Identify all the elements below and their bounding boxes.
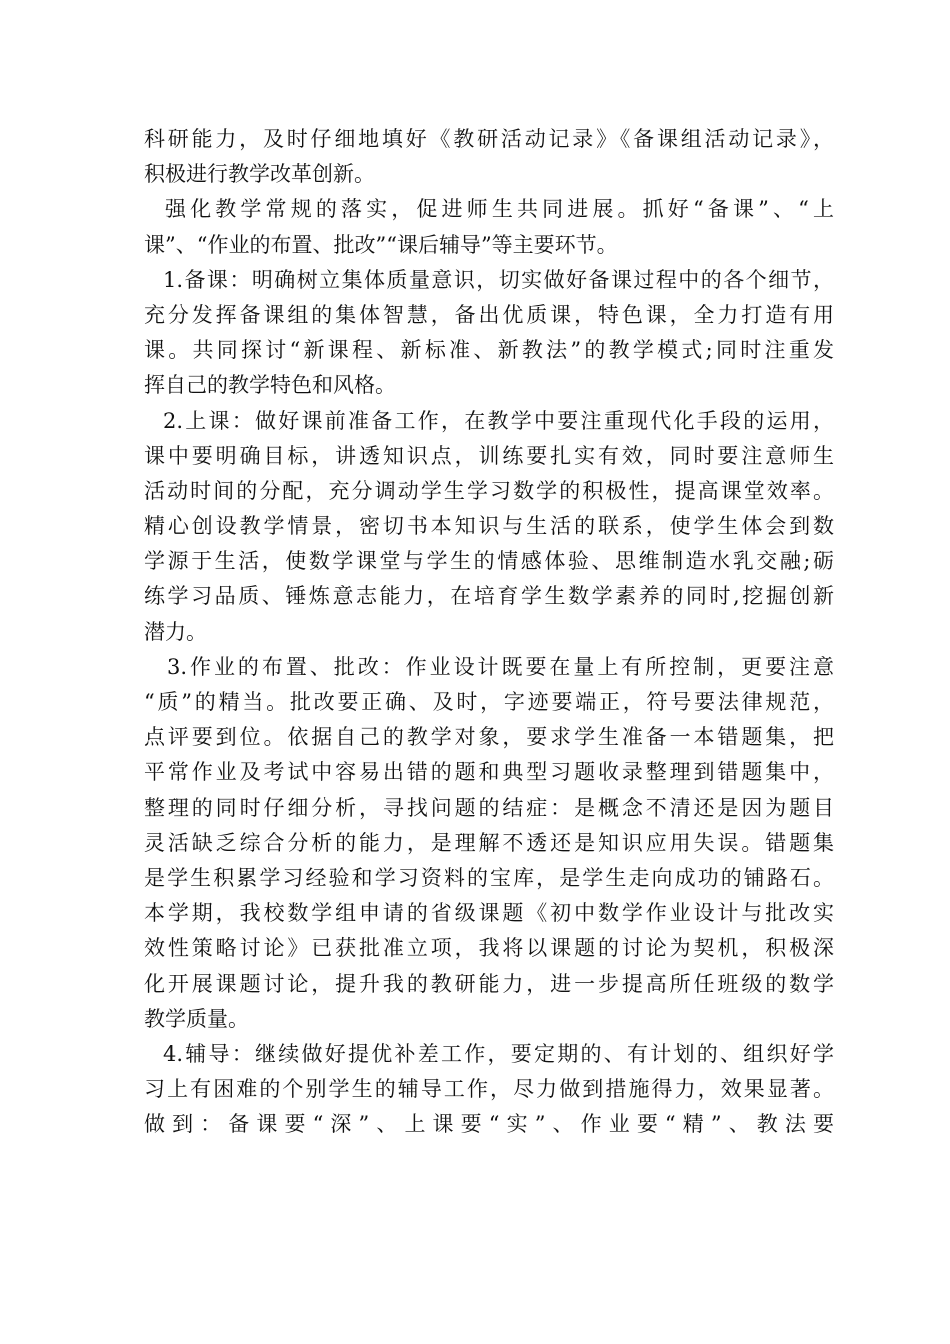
text-line: 整理的同时仔细分析，寻找问题的结症：是概念不清还是因为题目: [144, 795, 834, 820]
text-line: 习上有困难的个别学生的辅导工作，尽力做到措施得力，效果显著。: [144, 1077, 834, 1102]
text-line: 活动时间的分配，充分调动学生学习数学的积极性，提高课堂效率。: [144, 478, 834, 503]
text-line: 本学期，我校数学组申请的省级课题《初中数学作业设计与批改实: [144, 901, 834, 926]
paragraph-start-line: 4.辅导：继续做好提优补差工作，要定期的、有计划的、组织好学: [163, 1041, 834, 1066]
text-line: 课中要明确目标，讲透知识点，训练要扎实有效，同时要注意师生: [144, 443, 834, 468]
text-line: 练学习品质、锤炼意志能力，在培育学生数学素养的同时,挖掘创新: [144, 584, 834, 609]
text-line: 潜力。: [144, 619, 207, 644]
text-line: 灵活缺乏综合分析的能力，是理解不透还是知识应用失误。错题集: [144, 830, 834, 855]
text-line: 做到：备课要“深”、上课要“实”、作业要“精”、教法要: [144, 1112, 834, 1137]
text-line: 教学质量。: [144, 1006, 249, 1031]
text-line: 学源于生活，使数学课堂与学生的情感体验、思维制造水乳交融;砺: [144, 549, 834, 574]
text-line: 点评要到位。依据自己的教学对象，要求学生准备一本错题集，把: [144, 725, 834, 750]
text-line: 精心创设教学情景，密切书本知识与生活的联系，使学生体会到数: [144, 514, 834, 539]
text-line: 科研能力，及时仔细地填好《教研活动记录》《备课组活动记录》，: [144, 127, 834, 151]
text-line: 化开展课题讨论，提升我的教研能力，进一步提高所任班级的数学: [144, 971, 834, 996]
text-line: 课。共同探讨“新课程、新标准、新教法”的教学模式;同时注重发: [144, 338, 834, 363]
text-line: 充分发挥备课组的集体智慧，备出优质课，特色课，全力打造有用: [144, 302, 834, 327]
paragraph-start-line: 3.作业的布置、批改：作业设计既要在量上有所控制，更要注意: [167, 654, 834, 679]
text-line: 积极进行教学改革创新。: [144, 162, 375, 187]
text-line: 课”、“作业的布置、批改”“课后辅导”等主要环节。: [144, 232, 618, 257]
paragraph-start-line: 1.备课：明确树立集体质量意识，切实做好备课过程中的各个细节，: [163, 267, 834, 292]
text-line: 平常作业及考试中容易出错的题和典型习题收录整理到错题集中，: [144, 760, 834, 785]
paragraph-start-line: 强化教学常规的落实，促进师生共同进展。抓好“备课”、“上: [165, 197, 834, 222]
text-line: “质”的精当。批改要正确、及时，字迹要端正，符号要法律规范，: [144, 690, 834, 714]
body-text: [144, 122, 834, 1142]
paragraph-start-line: 2.上课：做好课前准备工作，在教学中要注重现代化手段的运用，: [163, 408, 834, 433]
text-line: 效性策略讨论》已获批准立项，我将以课题的讨论为契机，积极深: [144, 936, 834, 961]
text-line: 挥自己的教学特色和风格。: [144, 373, 396, 398]
text-line: 是学生积累学习经验和学习资料的宝库，是学生走向成功的铺路石。: [144, 865, 834, 890]
